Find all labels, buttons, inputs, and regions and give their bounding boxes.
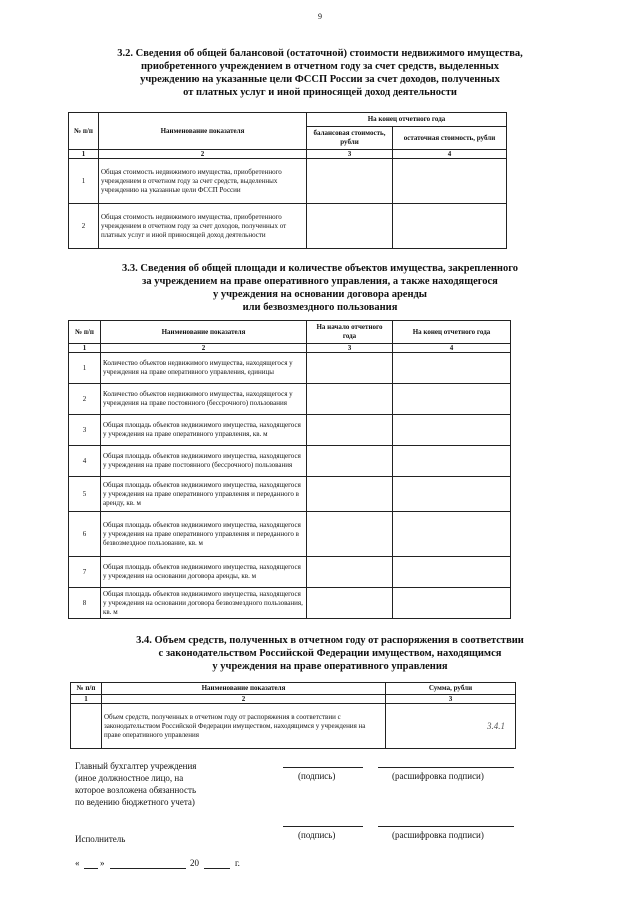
- col-number: 1: [71, 695, 102, 704]
- table-row: [69, 353, 511, 384]
- label-line: Главный бухгалтер учреждения: [75, 761, 197, 771]
- value-cell[interactable]: [393, 512, 511, 557]
- value-cell[interactable]: [307, 353, 393, 384]
- table-row: [69, 446, 511, 477]
- value-cell[interactable]: [307, 588, 393, 619]
- signature-line[interactable]: [283, 767, 363, 768]
- decode-caption: (расшифровка подписи): [392, 771, 484, 781]
- col-number: 2: [101, 344, 307, 353]
- row-num: 7: [69, 557, 101, 588]
- row-text: Общая площадь объектов недвижимого имущества, находящегося у учреждения на праве оперативного управления и переданного в аренду, кв. м: [101, 477, 307, 512]
- value-cell[interactable]: [393, 446, 511, 477]
- row-text: Общая стоимость недвижимого имущества, приобретенного учреждением в отчетном году за счет средств, выделенных учреждению на указанные цели ФССП России: [99, 159, 307, 204]
- row-num: 8: [69, 588, 101, 619]
- col-number: 1: [69, 150, 99, 159]
- col-number: 3: [307, 344, 393, 353]
- value-cell[interactable]: [307, 477, 393, 512]
- table-row: [69, 557, 511, 588]
- row-text: Общая площадь объектов недвижимого имущества, находящегося у учреждения на праве оперативного управления и переданного в безвозмездное пользование, кв. м: [101, 512, 307, 557]
- title-line: у учреждения на праве оперативного управления: [212, 661, 448, 672]
- table-row: [69, 477, 511, 512]
- value-cell[interactable]: [307, 557, 393, 588]
- header-name: Наименование показателя: [102, 683, 386, 695]
- col-number: 4: [393, 150, 507, 159]
- value-cell[interactable]: [393, 159, 507, 204]
- row-num: 2: [69, 384, 101, 415]
- year-line[interactable]: [204, 868, 230, 869]
- table-row: [69, 588, 511, 619]
- label-line: которое возложена обязанность: [75, 785, 197, 795]
- month-line[interactable]: [110, 868, 186, 869]
- decode-line[interactable]: [378, 826, 514, 827]
- col-number: 1: [69, 344, 101, 353]
- row-num: 1: [69, 353, 101, 384]
- header-name: Наименование показателя: [101, 321, 307, 344]
- table-row: [69, 512, 511, 557]
- header-num: № п/п: [69, 113, 99, 150]
- label-line: (иное должностное лицо, на: [75, 773, 184, 783]
- value-cell[interactable]: [393, 477, 511, 512]
- col-number: 3: [307, 150, 393, 159]
- title-line: учреждению на указанные цели ФССП России за счет доходов, полученных: [140, 74, 500, 85]
- row-text: Количество объектов недвижимого имущества, находящегося у учреждения на праве оперативного управления, единицы: [101, 353, 307, 384]
- sign-caption: (подпись): [298, 830, 336, 840]
- col-number: 4: [393, 344, 511, 353]
- value-cell[interactable]: [393, 384, 511, 415]
- header-num: № п/п: [69, 321, 101, 344]
- col-number: 2: [102, 695, 386, 704]
- row-text: Количество объектов недвижимого имущества, находящегося у учреждения на праве постоянного (бессрочного) пользования: [101, 384, 307, 415]
- header-col3: Сумма, рубли: [386, 683, 516, 695]
- table-3-4: [70, 682, 516, 749]
- header-name: Наименование показателя: [99, 113, 307, 150]
- row-num: 2: [69, 204, 99, 249]
- title-line: приобретенного учреждением в отчетном году за счет средств, выделенных: [140, 61, 500, 72]
- title-line: 3.2. Сведения об общей балансовой (остаточной) стоимости недвижимого имущества,: [117, 48, 523, 59]
- header-col4: остаточная стоимость, рубли: [393, 127, 507, 150]
- row-num: 4: [69, 446, 101, 477]
- section-3-4-title: [60, 634, 600, 673]
- row-text: Общая площадь объектов недвижимого имущества, находящегося у учреждения на основании договора безвозмездного пользования, кв. м: [101, 588, 307, 619]
- row-num: [71, 704, 102, 749]
- row-num: 1: [69, 159, 99, 204]
- header-col3: балансовая стоимость, рубли: [307, 127, 393, 150]
- header-group: На конец отчетного года: [307, 113, 507, 127]
- executor-label: Исполнитель: [75, 834, 126, 844]
- value-cell[interactable]: [307, 384, 393, 415]
- row-num: 6: [69, 512, 101, 557]
- value-cell[interactable]: [393, 204, 507, 249]
- section-3-2-title: [60, 47, 580, 99]
- title-line: 3.4. Объем средств, полученных в отчетном году от распоряжения в соответствии: [136, 635, 524, 646]
- col-number: 2: [99, 150, 307, 159]
- row-num: 3: [69, 415, 101, 446]
- title-line: или безвозмездного пользования: [242, 302, 398, 313]
- table-row: [69, 159, 507, 204]
- value-cell[interactable]: [393, 588, 511, 619]
- value-cell[interactable]: [307, 204, 393, 249]
- title-line: с законодательством Российской Федерации имуществом, находящимся: [158, 648, 502, 659]
- title-line: за учреждением на праве оперативного управления, а также находящегося: [142, 276, 498, 287]
- table-3-2: [68, 112, 507, 249]
- title-line: у учреждения на основании договора аренды: [212, 289, 428, 300]
- title-line: 3.3. Сведения об общей площади и количестве объектов имущества, закрепленного: [122, 263, 518, 274]
- value-cell[interactable]: [393, 353, 511, 384]
- year-prefix: 20: [190, 858, 199, 868]
- section-3-3-title: [60, 262, 580, 314]
- table-row: [69, 415, 511, 446]
- row-text: Общая площадь объектов недвижимого имущества, находящегося у учреждения на праве оперативного управления, кв. м: [101, 415, 307, 446]
- row-text: Общая площадь объектов недвижимого имущества, находящегося у учреждения на праве постоянного (бессрочного) пользования: [101, 446, 307, 477]
- page-number: 9: [318, 12, 322, 21]
- col-number: 3: [386, 695, 516, 704]
- signature-line[interactable]: [283, 826, 363, 827]
- label-line: по ведению бюджетного учета): [75, 797, 195, 807]
- row-text: Общая площадь объектов недвижимого имущества, находящегося у учреждения на основании договора аренды, кв. м: [101, 557, 307, 588]
- table-row: [71, 704, 516, 749]
- title-line: от платных услуг и иной приносящей доход деятельности: [183, 87, 457, 98]
- table-row: [69, 384, 511, 415]
- row-text: Общая стоимость недвижимого имущества, приобретенного учреждением в отчетном году за счет доходов, полученных от платных услуг и иной приносящей доход деятельности: [99, 204, 307, 249]
- value-cell[interactable]: [307, 446, 393, 477]
- year-suffix: г.: [235, 858, 240, 868]
- decode-caption: (расшифровка подписи): [392, 830, 484, 840]
- value-cell[interactable]: 3.4.1: [386, 704, 516, 749]
- value-cell[interactable]: [307, 159, 393, 204]
- value-cell[interactable]: [393, 557, 511, 588]
- header-col4: На конец отчетного года: [393, 321, 511, 344]
- row-num: 5: [69, 477, 101, 512]
- value-cell[interactable]: [307, 512, 393, 557]
- value-cell[interactable]: [393, 415, 511, 446]
- table-3-3: [68, 320, 511, 619]
- header-col3: На начало отчетного года: [307, 321, 393, 344]
- table-row: [69, 204, 507, 249]
- date-open-quote: «: [75, 858, 80, 868]
- row-text: Объем средств, полученных в отчетном году от распоряжения в соответствии с законодательством Российской Федерации имуществом, находящимся у учреждения на праве оперативного управления: [102, 704, 386, 749]
- header-num: № п/п: [71, 683, 102, 695]
- sign-caption: (подпись): [298, 771, 336, 781]
- date-close-quote: »: [100, 858, 105, 868]
- decode-line[interactable]: [378, 767, 514, 768]
- day-line[interactable]: [84, 868, 98, 869]
- chief-accountant-label: [75, 760, 275, 808]
- value-cell[interactable]: [307, 415, 393, 446]
